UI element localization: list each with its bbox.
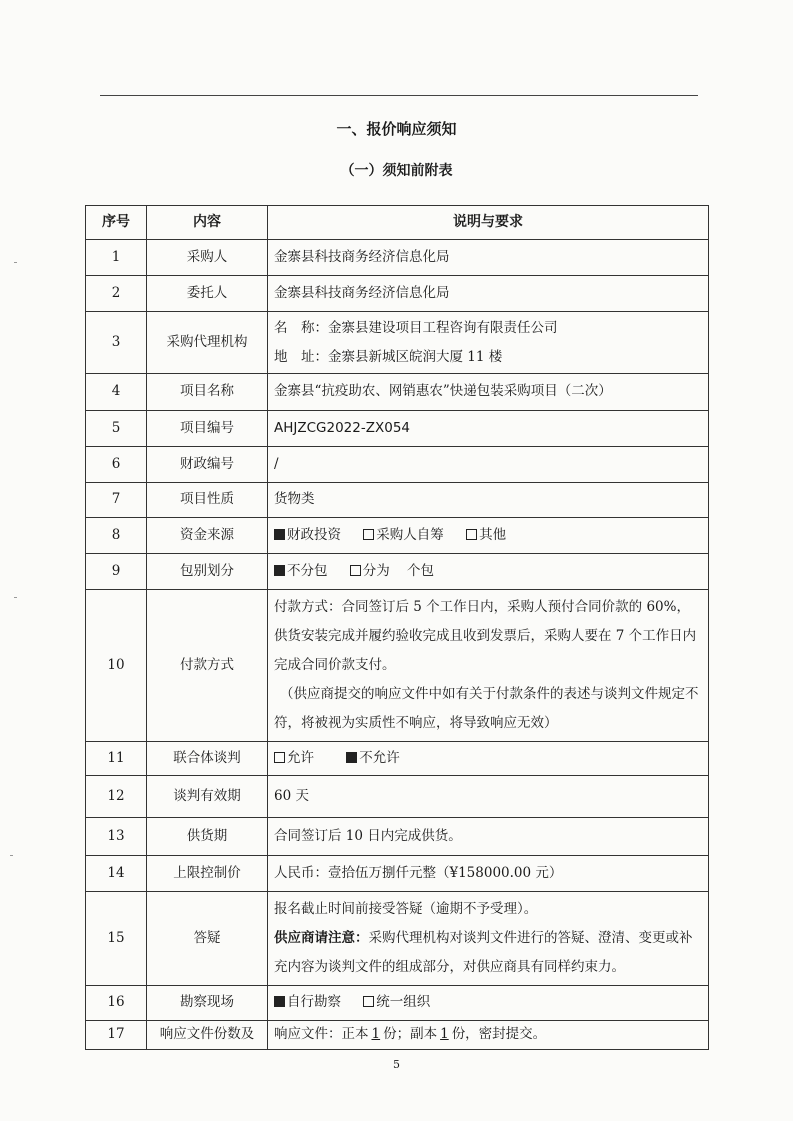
checkbox-unchecked-icon — [466, 529, 477, 540]
table-header-row — [86, 206, 709, 240]
table-row: 13 供货期 合同签订后 10 日内完成供货。 — [86, 818, 709, 856]
table-row: 4 项目名称 金寨县“抗疫助农、网销惠农”快递包装采购项目（二次） — [86, 374, 709, 411]
page-number: 5 — [393, 1058, 400, 1071]
checkbox-unchecked-icon — [274, 752, 285, 763]
table-row: 1 采购人 金寨县科技商务经济信息化局 — [86, 240, 709, 276]
table-row: 9 包别划分 不分包 分为 个包 — [86, 554, 709, 590]
table-row: 15 答疑 报名截止时间前接受答疑（逾期不予受理）。 供应商请注意：采购代理机构对谈判文件进行的答疑、澄清、变更或补充内容为谈判文件的组成部分，对供应商具有同样约束力。 — [86, 892, 709, 986]
table-row: 10 付款方式 付款方式：合同签订后 5 个工作日内，采购人预付合同价款的 60%，供货安装完成并履约验收完成且收到发票后，采购人要在 7 个工作日内完成合同价款支付。 （供应商提交的响应文件中如有关于付款条件的表述与谈判文件规定不符，将被视为实质性不响应，将导致响应无效） — [86, 590, 709, 742]
table-row: 3 采购代理机构 名 称：金寨县建设项目工程咨询有限责任公司 地 址：金寨县新城区皖润大厦 11 楼 — [86, 312, 709, 374]
table-row: 5 项目编号 AHJZCG2022-ZX054 — [86, 411, 709, 447]
checkbox-unchecked-icon — [363, 529, 374, 540]
table-row: 7 项目性质 货物类 — [86, 483, 709, 518]
payment-note: （供应商提交的响应文件中如有关于付款条件的表述与谈判文件规定不符，将被视为实质性不响应，将导致响应无效） — [274, 686, 699, 731]
scan-speck — [10, 855, 13, 856]
scan-speck — [14, 262, 17, 263]
table-row: 2 委托人 金寨县科技商务经济信息化局 — [86, 276, 709, 312]
header-no: 序号 — [86, 206, 147, 240]
header-item: 内容 — [147, 206, 268, 240]
page-subtitle: （一）须知前附表 — [340, 163, 453, 179]
table-row: 17 响应文件份数及 响应文件：正本 1 份；副本 1 份，密封提交。 — [86, 1021, 709, 1050]
checkbox-unchecked-icon — [363, 996, 374, 1007]
table-row: 14 上限控制价 人民币：壹拾伍万捌仟元整（¥158000.00 元） — [86, 856, 709, 892]
checkbox-checked-icon — [274, 996, 285, 1007]
table-row: 16 勘察现场 自行勘察 统一组织 — [86, 986, 709, 1021]
requirements-table — [85, 205, 709, 1050]
table-row: 12 谈判有效期 60 天 — [86, 776, 709, 818]
scan-speck — [14, 597, 17, 598]
checkbox-checked-icon — [274, 565, 285, 576]
header-rule — [100, 95, 698, 96]
checkbox-checked-icon — [346, 752, 357, 763]
project-code: AHJZCG2022-ZX054 — [268, 411, 709, 447]
agency-address: 地 址：金寨县新城区皖润大厦 11 楼 — [274, 348, 503, 365]
table-row: 6 财政编号 / — [86, 447, 709, 483]
agency-name: 名 称：金寨县建设项目工程咨询有限责任公司 — [274, 319, 558, 336]
header-desc: 说明与要求 — [268, 206, 709, 240]
payment-terms: 付款方式：合同签订后 5 个工作日内，采购人预付合同价款的 60%，供货安装完成并履约验收完成且收到发票后，采购人要在 7 个工作日内完成合同价款支付。 — [274, 599, 697, 673]
checkbox-checked-icon — [274, 529, 285, 540]
table-row: 8 资金来源 财政投资 采购人自筹 其他 — [86, 518, 709, 554]
table-row: 11 联合体谈判 允许 不允许 — [86, 742, 709, 776]
checkbox-unchecked-icon — [350, 565, 361, 576]
page-title: 一、报价响应须知 — [336, 120, 457, 138]
